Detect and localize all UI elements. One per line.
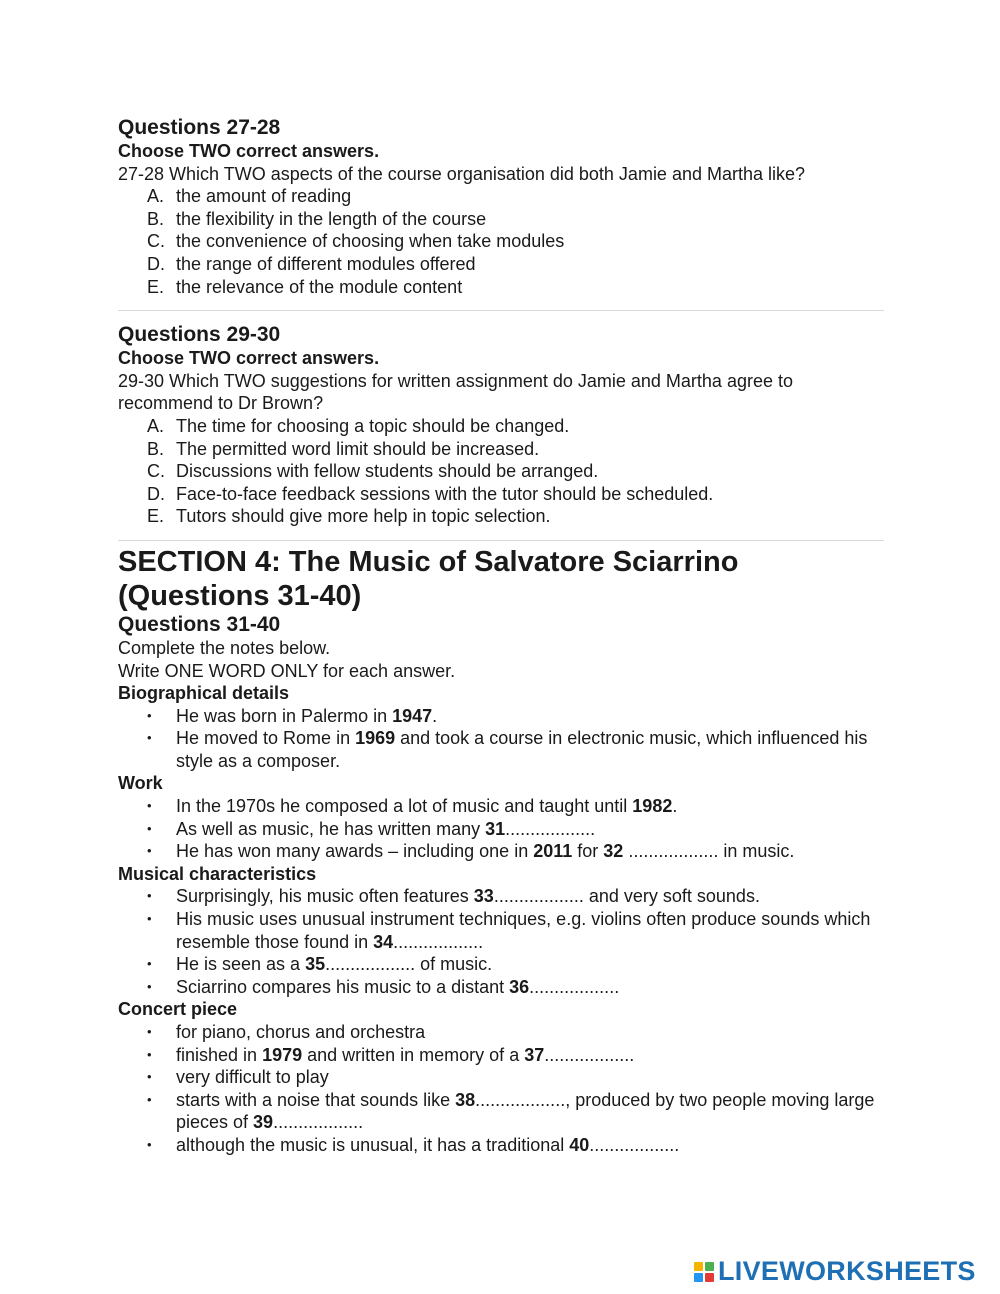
block	[705, 1273, 714, 1282]
concert-piece-list	[118, 1021, 884, 1157]
answer-blank-40[interactable]: • although the music is unusual, it has a traditional 40..................	[147, 1134, 680, 1155]
section-4-instruction-1: Complete the notes below.	[118, 637, 331, 658]
section-4-title: SECTION 4: The Music of Salvatore Sciarrino (Questions 31-40)	[118, 545, 739, 612]
bullet: •	[147, 843, 152, 859]
bullet: •	[147, 1136, 152, 1152]
answer-blank-38-39[interactable]: • starts with a noise that sounds like 38.................., produced by two people moving large pieces of 39..................	[147, 1089, 875, 1133]
musical-characteristics-list	[118, 885, 884, 998]
bullet: •	[147, 956, 152, 972]
list-item: • very difficult to play	[147, 1067, 329, 1088]
questions-27-28-question: 27-28 Which TWO aspects of the course organisation did both Jamie and Martha like?	[118, 163, 806, 184]
option-27-e[interactable]: E. the relevance of the module content	[147, 276, 463, 297]
option-27-d[interactable]: D. the range of different modules offered	[147, 253, 476, 274]
bullet: •	[147, 888, 152, 904]
bullet: •	[147, 820, 152, 836]
logo-text: LIVEWORKSHEETS	[718, 1256, 976, 1286]
blocks-icon	[694, 1262, 714, 1282]
questions-27-28-options	[118, 185, 884, 298]
biographical-details-heading: Biographical details	[118, 683, 290, 704]
worksheet-page	[118, 116, 884, 1157]
option-29-c[interactable]: C. Discussions with fellow students should be arranged.	[147, 461, 599, 482]
questions-31-40-heading: Questions 31-40	[118, 612, 281, 636]
block	[694, 1273, 703, 1282]
bullet: •	[147, 707, 152, 723]
section-4-block	[118, 545, 884, 1157]
bullet: •	[147, 1091, 152, 1107]
list-item: • In the 1970s he composed a lot of music and taught until 1982.	[147, 796, 678, 817]
block	[705, 1262, 714, 1271]
answer-blank-31[interactable]: • As well as music, he has written many 31..................	[147, 818, 596, 839]
liveworksheets-logo[interactable]	[694, 1256, 976, 1287]
answer-blank-37[interactable]: • finished in 1979 and written in memory of a 37..................	[147, 1044, 635, 1065]
questions-27-28-block	[118, 116, 884, 298]
bullet: •	[147, 911, 152, 927]
block	[694, 1262, 703, 1271]
work-list	[118, 795, 884, 863]
questions-29-30-instruction: Choose TWO correct answers.	[118, 348, 380, 369]
questions-29-30-question: 29-30 Which TWO suggestions for written assignment do Jamie and Martha agree to recommend to Dr Brown?	[118, 370, 793, 414]
questions-29-30-options	[118, 415, 884, 528]
list-item: • He moved to Rome in 1969 and took a course in electronic music, which influenced his style as a composer.	[147, 728, 868, 771]
divider	[118, 540, 884, 541]
answer-blank-33[interactable]: • Surprisingly, his music often features 33.................. and very soft sounds.	[147, 886, 760, 907]
divider	[118, 310, 884, 311]
list-item: • for piano, chorus and orchestra	[147, 1022, 426, 1042]
option-29-a[interactable]: A. The time for choosing a topic should be changed.	[147, 415, 570, 436]
biographical-details-list	[118, 705, 884, 773]
questions-27-28-instruction: Choose TWO correct answers.	[118, 141, 380, 161]
questions-27-28-heading: Questions 27-28	[118, 116, 281, 139]
list-item: • He was born in Palermo in 1947.	[147, 705, 438, 726]
concert-piece-heading: Concert piece	[118, 999, 238, 1020]
section-4-instruction-2: Write ONE WORD ONLY for each answer.	[118, 660, 456, 681]
questions-29-30-heading: Questions 29-30	[118, 323, 281, 347]
bullet: •	[147, 978, 152, 994]
answer-blank-34[interactable]: • His music uses unusual instrument techniques, e.g. violins often produce sounds which resemble those found in 34..................	[147, 909, 871, 952]
answer-blank-35[interactable]: • He is seen as a 35.................. of music.	[147, 954, 493, 975]
option-27-c[interactable]: C. the convenience of choosing when take modules	[147, 231, 565, 252]
option-29-d[interactable]: D. Face-to-face feedback sessions with the tutor should be scheduled.	[147, 483, 714, 504]
option-27-a[interactable]: A. the amount of reading	[147, 186, 352, 207]
answer-blank-32[interactable]: • He has won many awards – including one in 2011 for 32 .................. in music.	[147, 841, 795, 862]
bullet: •	[147, 1024, 152, 1039]
bullet: •	[147, 1069, 152, 1085]
bullet: •	[147, 798, 152, 814]
answer-blank-36[interactable]: • Sciarrino compares his music to a distant 36..................	[147, 976, 620, 997]
bullet: •	[147, 730, 152, 746]
questions-29-30-block	[118, 323, 884, 528]
option-29-b[interactable]: B. The permitted word limit should be increased.	[147, 438, 540, 459]
option-27-b[interactable]: B. the flexibility in the length of the course	[147, 208, 487, 229]
bullet: •	[147, 1046, 152, 1062]
musical-characteristics-heading: Musical characteristics	[118, 863, 317, 884]
option-29-e[interactable]: E. Tutors should give more help in topic selection.	[147, 506, 551, 527]
work-heading: Work	[118, 773, 163, 794]
